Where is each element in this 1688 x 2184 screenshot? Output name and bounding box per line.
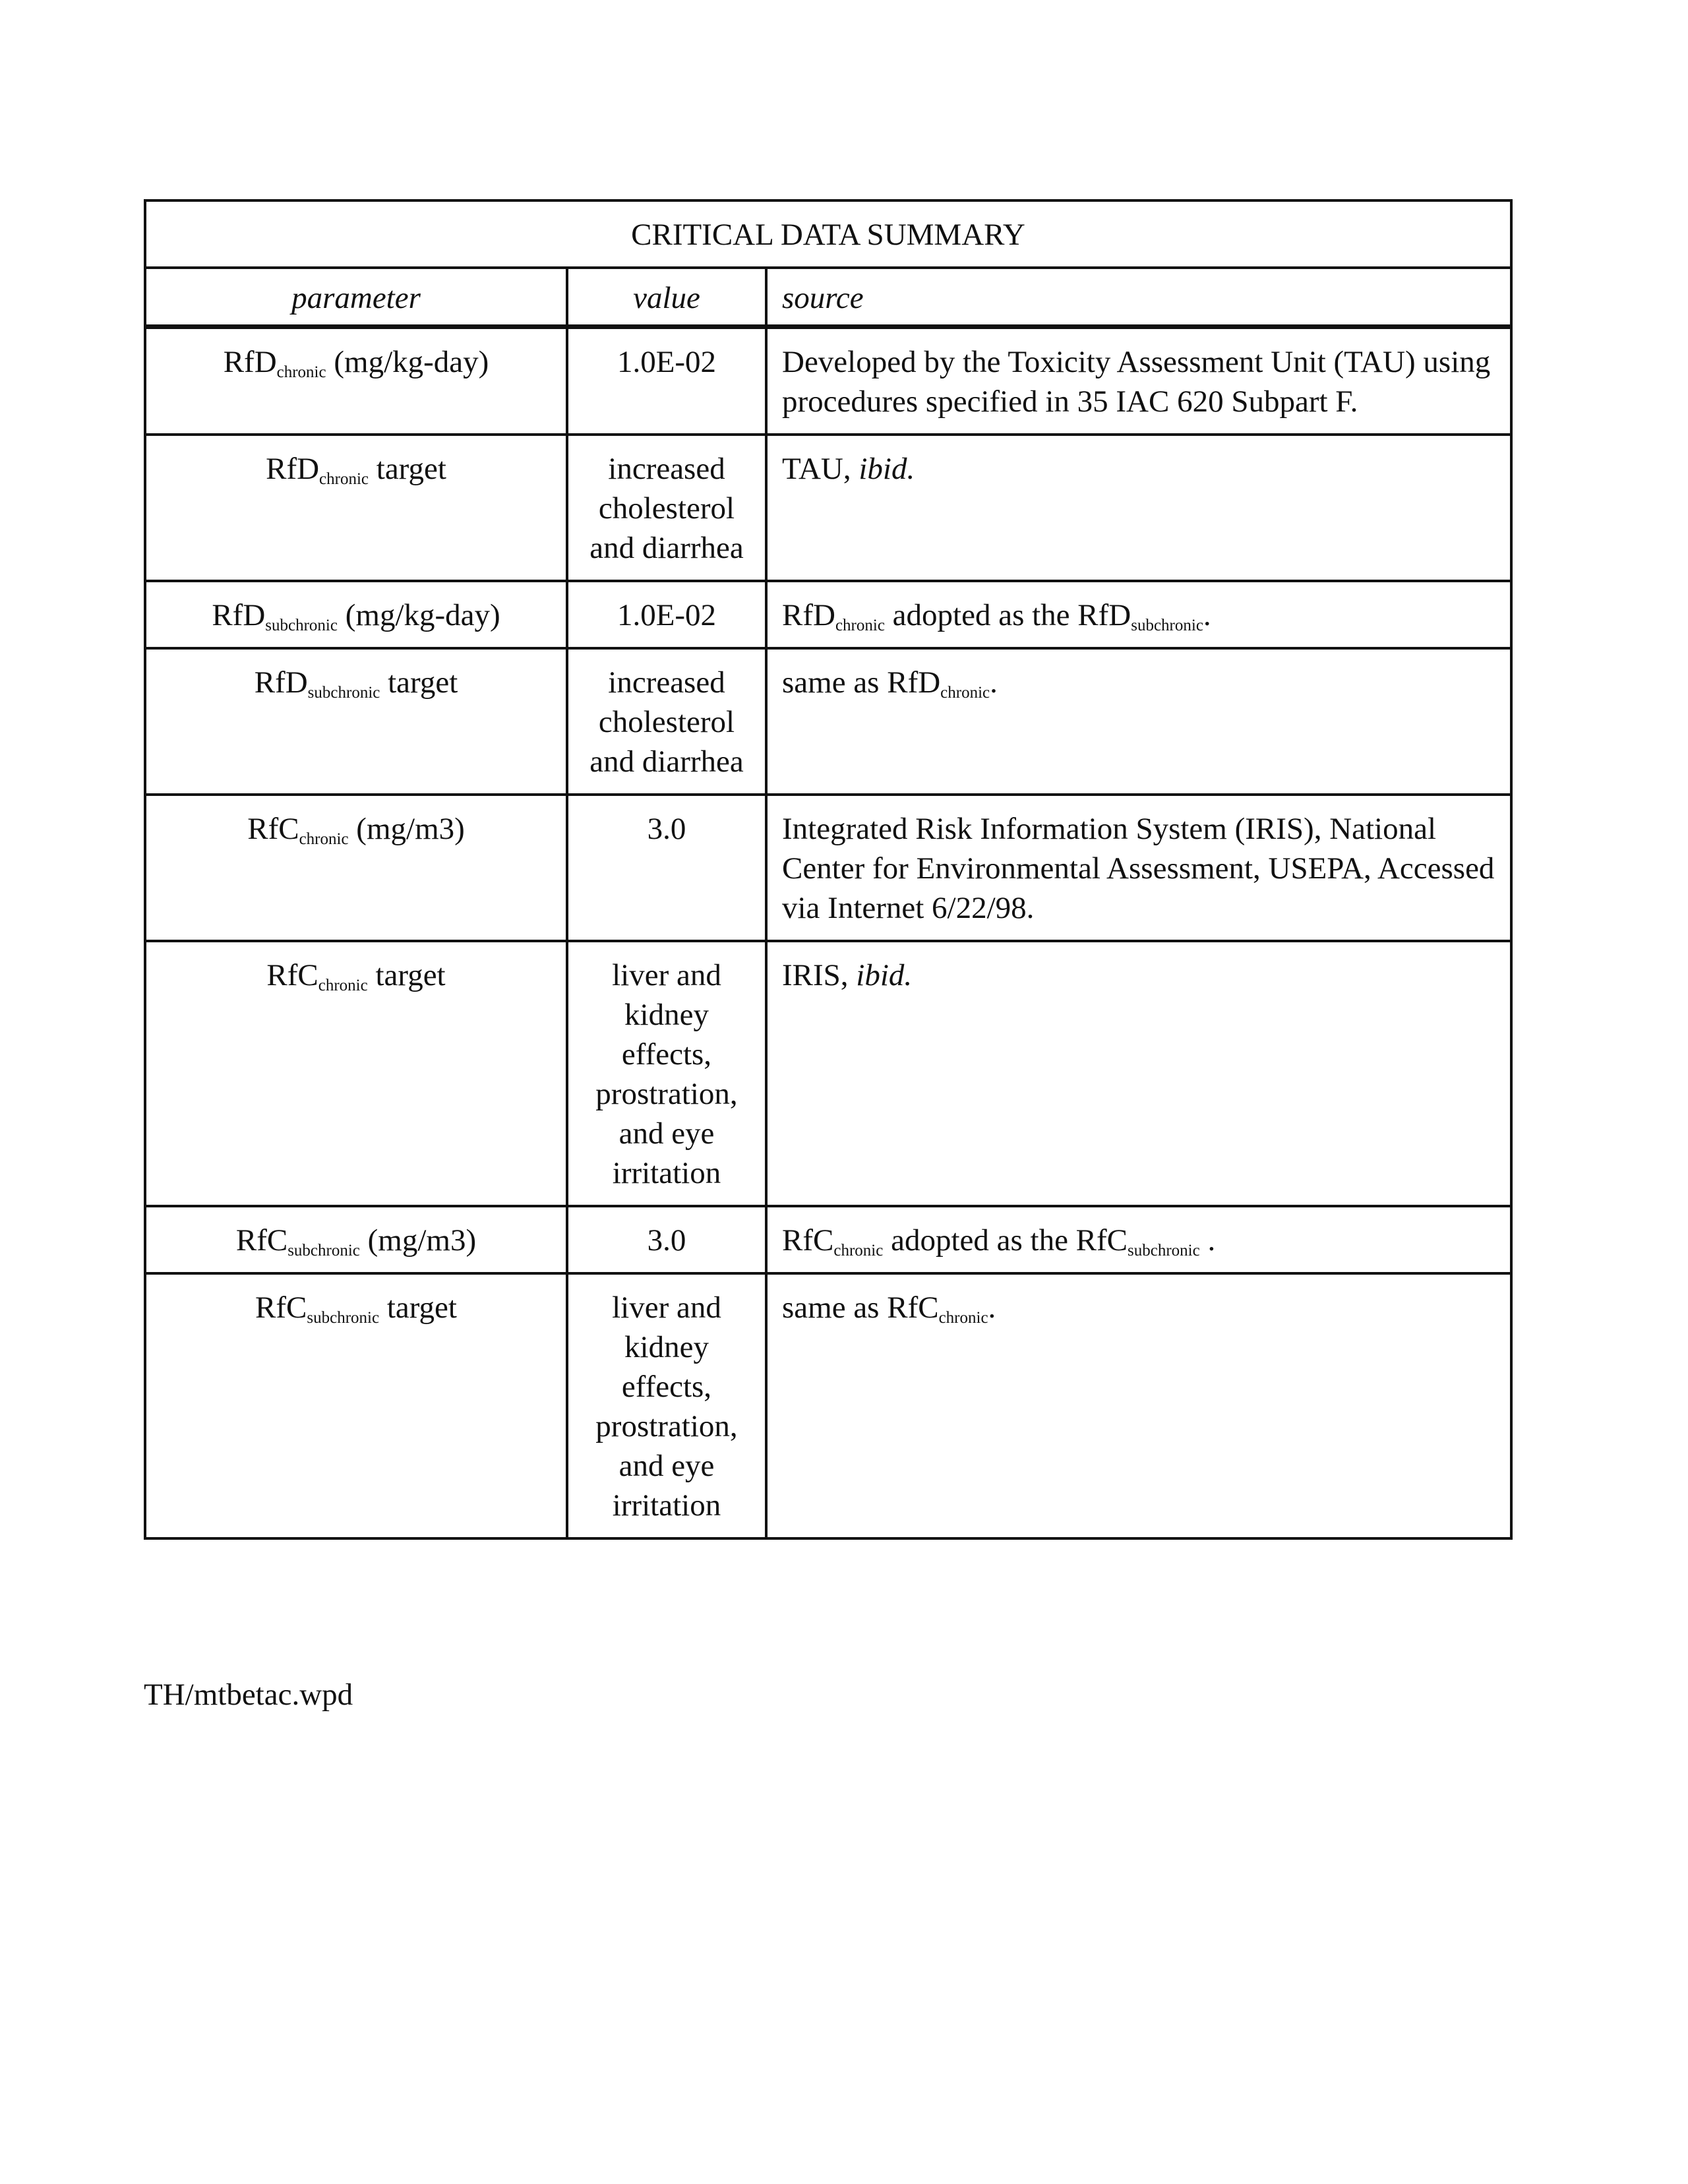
param-subscript: chronic — [318, 977, 368, 994]
param-base: RfC — [266, 958, 318, 992]
param-subscript: subchronic — [307, 684, 380, 702]
source-subscript: chronic — [938, 1309, 988, 1327]
param-subscript: chronic — [299, 830, 349, 848]
table-row — [145, 1273, 1511, 1538]
parameter-cell — [145, 435, 567, 581]
parameter-cell — [145, 795, 567, 941]
param-base: RfD — [223, 345, 277, 379]
parameter-cell — [145, 581, 567, 648]
source-cell — [766, 648, 1511, 795]
param-base: RfC — [235, 1223, 288, 1258]
header-parameter: parameter — [145, 268, 567, 327]
source-subscript: chronic — [940, 684, 990, 702]
source-cell — [766, 1273, 1511, 1538]
param-rest: (mg/m3) — [359, 1223, 477, 1258]
table-row — [145, 941, 1511, 1206]
source-text: . — [1199, 1223, 1216, 1258]
source-cell — [766, 1206, 1511, 1273]
param-rest: target — [367, 958, 446, 992]
parameter-cell — [145, 1206, 567, 1273]
file-reference: TH/mtbetac.wpd — [144, 1678, 353, 1712]
source-text: adopted as the RfC — [883, 1223, 1128, 1258]
value-cell: liver and kidney effects, prostration, and eye irritation — [567, 1273, 766, 1538]
source-text: . — [990, 665, 998, 700]
source-cell: Integrated Risk Information System (IRIS), National Center for Environmental Assessment, USEPA, Accessed via Internet 6/22/98. — [766, 795, 1511, 941]
value-cell: 1.0E-02 — [567, 327, 766, 435]
source-cell — [766, 581, 1511, 648]
source-text: . — [988, 1290, 996, 1325]
source-text: TAU, — [782, 452, 859, 486]
value-cell: 3.0 — [567, 795, 766, 941]
param-rest: (mg/kg-day) — [326, 345, 489, 379]
source-text: RfD — [782, 598, 835, 632]
source-cell — [766, 941, 1511, 1206]
table-row — [145, 648, 1511, 795]
table-header-row — [145, 268, 1511, 327]
param-rest: target — [380, 665, 458, 700]
param-base: RfD — [266, 452, 320, 486]
source-text: same as RfD — [782, 665, 941, 700]
parameter-cell — [145, 941, 567, 1206]
value-cell: increased cholesterol and diarrhea — [567, 435, 766, 581]
critical-data-summary-table — [144, 199, 1513, 1540]
param-base: RfD — [212, 598, 266, 632]
param-rest: target — [369, 452, 446, 486]
source-text: adopted as the RfD — [884, 598, 1131, 632]
param-subscript: chronic — [276, 363, 326, 381]
table-row — [145, 1206, 1511, 1273]
param-base: RfC — [247, 812, 299, 846]
source-cell — [766, 435, 1511, 581]
param-base: RfC — [255, 1290, 307, 1325]
parameter-cell — [145, 1273, 567, 1538]
source-text: . — [1203, 598, 1211, 632]
source-italic: ibid. — [859, 452, 915, 486]
param-rest: target — [379, 1290, 457, 1325]
source-text: same as RfC — [782, 1290, 939, 1325]
header-value: value — [567, 268, 766, 327]
table-title: CRITICAL DATA SUMMARY — [145, 200, 1511, 268]
table-row — [145, 435, 1511, 581]
parameter-cell — [145, 648, 567, 795]
param-base: RfD — [254, 665, 308, 700]
source-cell: Developed by the Toxicity Assessment Unit (TAU) using procedures specified in 35 IAC 620 Subpart F. — [766, 327, 1511, 435]
param-rest: (mg/kg-day) — [337, 598, 500, 632]
value-cell: liver and kidney effects, prostration, and eye irritation — [567, 941, 766, 1206]
table-row — [145, 327, 1511, 435]
param-subscript: chronic — [319, 470, 369, 488]
parameter-cell — [145, 327, 567, 435]
value-cell: 1.0E-02 — [567, 581, 766, 648]
header-source: source — [766, 268, 1511, 327]
param-subscript: subchronic — [307, 1309, 380, 1327]
value-cell: 3.0 — [567, 1206, 766, 1273]
source-subscript: subchronic — [1131, 617, 1203, 634]
source-italic: ibid. — [856, 958, 913, 992]
param-subscript: subchronic — [265, 617, 338, 634]
param-rest: (mg/m3) — [348, 812, 465, 846]
source-text: IRIS, — [782, 958, 857, 992]
source-subscript: subchronic — [1128, 1242, 1200, 1259]
table-row — [145, 795, 1511, 941]
source-subscript: chronic — [835, 617, 885, 634]
source-subscript: chronic — [833, 1242, 884, 1259]
value-cell: increased cholesterol and diarrhea — [567, 648, 766, 795]
param-subscript: subchronic — [287, 1242, 360, 1259]
source-text: RfC — [782, 1223, 834, 1258]
table-row — [145, 581, 1511, 648]
